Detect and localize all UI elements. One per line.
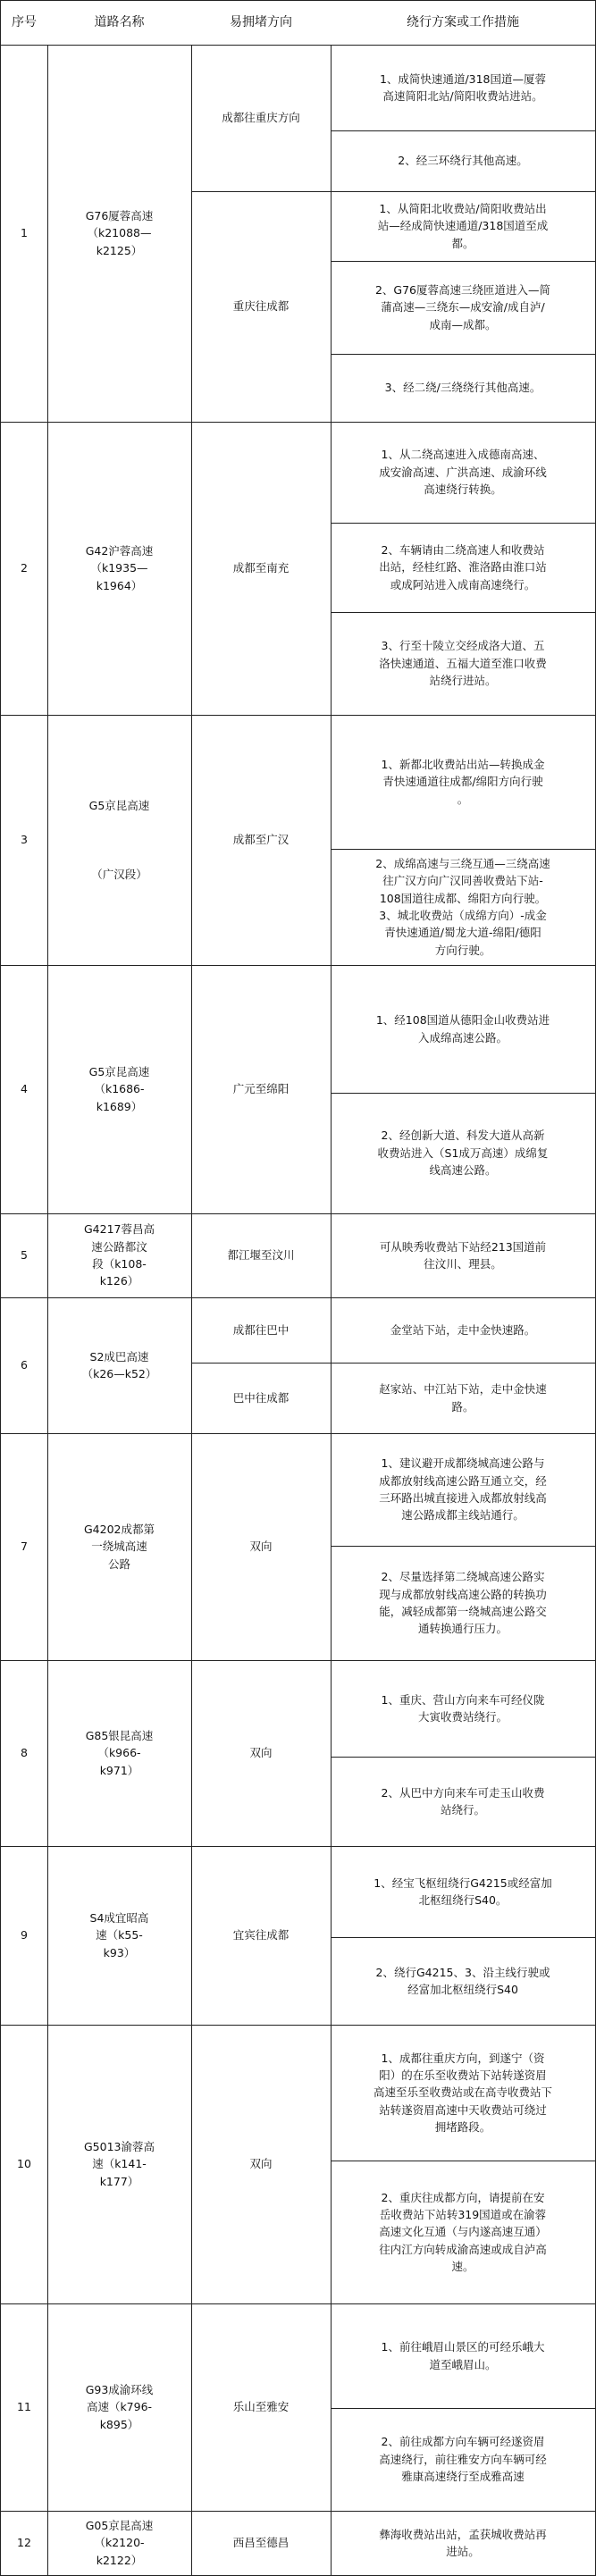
congestion-direction: 成都往重庆方向: [191, 45, 332, 192]
detour-measure: 1、从简阳北收费站/简阳收费站出 站—经成简快速通道/318国道至成 都。: [331, 191, 596, 262]
road-name: G93成渝环线 高速（k796- k895）: [47, 2303, 192, 2512]
detour-measure: 赵家站、中江站下站，走中金快速 路。: [331, 1363, 596, 1434]
detour-measure: 1、经宝飞枢纽绕行G4215或经富加 北枢纽绕行S40。: [331, 1846, 596, 1938]
detour-measure: 2、经三环绕行其他高速。: [331, 130, 596, 192]
congestion-direction: 广元至绵阳: [191, 965, 332, 1214]
detour-measure: 2、尽量选择第二绕城高速公路实 现与成都放射线高速公路的转换功 能，减轻成都第一绕城高速公路交 通转换通行压力。: [331, 1546, 596, 1661]
congestion-direction: 双向: [191, 1433, 332, 1661]
row-index: 5: [0, 1213, 48, 1298]
detour-measure: 2、经创新大道、科发大道从高新 收费站进入（S1成万高速）成绵复 线高速公路。: [331, 1093, 596, 1214]
congestion-direction: 重庆往成都: [191, 191, 332, 423]
road-name: S4成宜昭高 速（k55- k93）: [47, 1846, 192, 2026]
congestion-direction: 宜宾往成都: [191, 1846, 332, 2026]
congestion-direction: 巴中往成都: [191, 1363, 332, 1434]
detour-measure: 2、从巴中方向来车可走玉山收费 站绕行。: [331, 1757, 596, 1847]
detour-measure: 2、重庆往成都方向，请提前在安 岳收费站下站转319国道或在渝蓉 高速文化互通（与内遂高速互通） 往内江方向转成渝高速或成自泸高 速。: [331, 2161, 596, 2304]
row-index: 2: [0, 422, 48, 716]
header-index: 序号: [0, 0, 48, 46]
detour-measure: 1、经108国道从德阳金山收费站进 入成绵高速公路。: [331, 965, 596, 1094]
row-index: 11: [0, 2303, 48, 2512]
header-detour-plan: 绕行方案或工作措施: [331, 0, 596, 46]
detour-measure: 2、车辆请由二绕高速人和收费站 出站，经桂红路、淮洛路由淮口站 或成阿站进入成南高速绕行。: [331, 523, 596, 613]
road-name: G4217蓉昌高 速公路都汶 段（k108- k126）: [47, 1213, 192, 1298]
road-name: G85银昆高速 （k966- k971）: [47, 1660, 192, 1847]
road-name: S2成巴高速 （k26—k52）: [47, 1297, 192, 1434]
road-name: G76厦蓉高速 （k21088— k2125）: [47, 45, 192, 423]
road-name: G4202成都第 一绕城高速 公路: [47, 1433, 192, 1661]
detour-measure: 可从映秀收费站下站经213国道前 往汶川、理县。: [331, 1213, 596, 1298]
congestion-direction: 成都往巴中: [191, 1297, 332, 1364]
road-name: G42沪蓉高速 （k1935— k1964）: [47, 422, 192, 716]
header-road-name: 道路名称: [47, 0, 192, 46]
congestion-direction: 双向: [191, 2025, 332, 2304]
detour-measure: 2、前往成都方向车辆可经遂资眉 高速绕行，前往雅安方向车辆可经 雅康高速绕行至成雅高速: [331, 2408, 596, 2512]
detour-measure: 1、新都北收费站出站—转换成金 青快速通道往成都/绵阳方向行驶 。: [331, 715, 596, 850]
detour-measure: 1、前往峨眉山景区的可经乐峨大 道至峨眉山。: [331, 2303, 596, 2409]
row-index: 4: [0, 965, 48, 1214]
row-index: 10: [0, 2025, 48, 2304]
congestion-direction: 双向: [191, 1660, 332, 1847]
detour-measure: 2、绕行G4215、3、沿主线行驶或 经富加北枢纽绕行S40: [331, 1937, 596, 2026]
detour-measure: 2、G76厦蓉高速三绕匝道进入—简 蒲高速—三绕东—成安渝/成自泸/ 成南—成都。: [331, 261, 596, 355]
detour-measure: 彝海收费站出站，孟获城收费站再 进站。: [331, 2511, 596, 2576]
road-name: G5013渝蓉高 速（k141- k177）: [47, 2025, 192, 2304]
detour-measure: 1、成都往重庆方向，到遂宁（资 阳）的在乐至收费站下站转遂资眉 高速至乐至收费站或在高寺收费站下 站转遂资眉高速中天收费站可绕过 拥堵路段。: [331, 2025, 596, 2161]
row-index: 1: [0, 45, 48, 423]
row-index: 9: [0, 1846, 48, 2026]
congestion-direction: 乐山至雅安: [191, 2303, 332, 2512]
congestion-direction: 都江堰至汶川: [191, 1213, 332, 1298]
road-name: G5京昆高速 （广汉段）: [47, 715, 192, 966]
congestion-direction: 西昌至德昌: [191, 2511, 332, 2576]
row-index: 8: [0, 1660, 48, 1847]
road-name: G5京昆高速 （k1686- k1689）: [47, 965, 192, 1214]
row-index: 7: [0, 1433, 48, 1661]
header-congestion-direction: 易拥堵方向: [191, 0, 332, 46]
row-index: 3: [0, 715, 48, 966]
detour-measure: 1、建议避开成都绕城高速公路与 成都放射线高速公路互通立交，经 三环路出城直接进入成都放射线高 速公路成都主线站通行。: [331, 1433, 596, 1547]
congestion-direction: 成都至南充: [191, 422, 332, 716]
detour-measure: 金堂站下站，走中金快速路。: [331, 1297, 596, 1364]
detour-measure: 3、行至十陵立交经成洛大道、五 洛快速通道、五福大道至淮口收费 站绕行进站。: [331, 612, 596, 716]
detour-measure: 1、重庆、营山方向来车可经仪陇 大寅收费站绕行。: [331, 1660, 596, 1758]
detour-measure: 1、从二绕高速进入成德南高速、 成安渝高速、广洪高速、成渝环线 高速绕行转换。: [331, 422, 596, 524]
congestion-direction: 成都至广汉: [191, 715, 332, 966]
road-name: G05京昆高速 （k2120- k2122）: [47, 2511, 192, 2576]
detour-measure: 2、成绵高速与三绕互通—三绕高速 往广汉方向广汉同善收费站下站- 108国道往成都、绵阳方向行驶。 3、城北收费站（成绵方向）-成金 青快速通道/蜀龙大道-绵阳/德阳 方向行驶。: [331, 849, 596, 966]
detour-measure: 1、成简快速通道/318国道—厦蓉 高速简阳北站/简阳收费站进站。: [331, 45, 596, 131]
row-index: 12: [0, 2511, 48, 2576]
row-index: 6: [0, 1297, 48, 1434]
detour-measure: 3、经二绕/三绕绕行其他高速。: [331, 354, 596, 423]
